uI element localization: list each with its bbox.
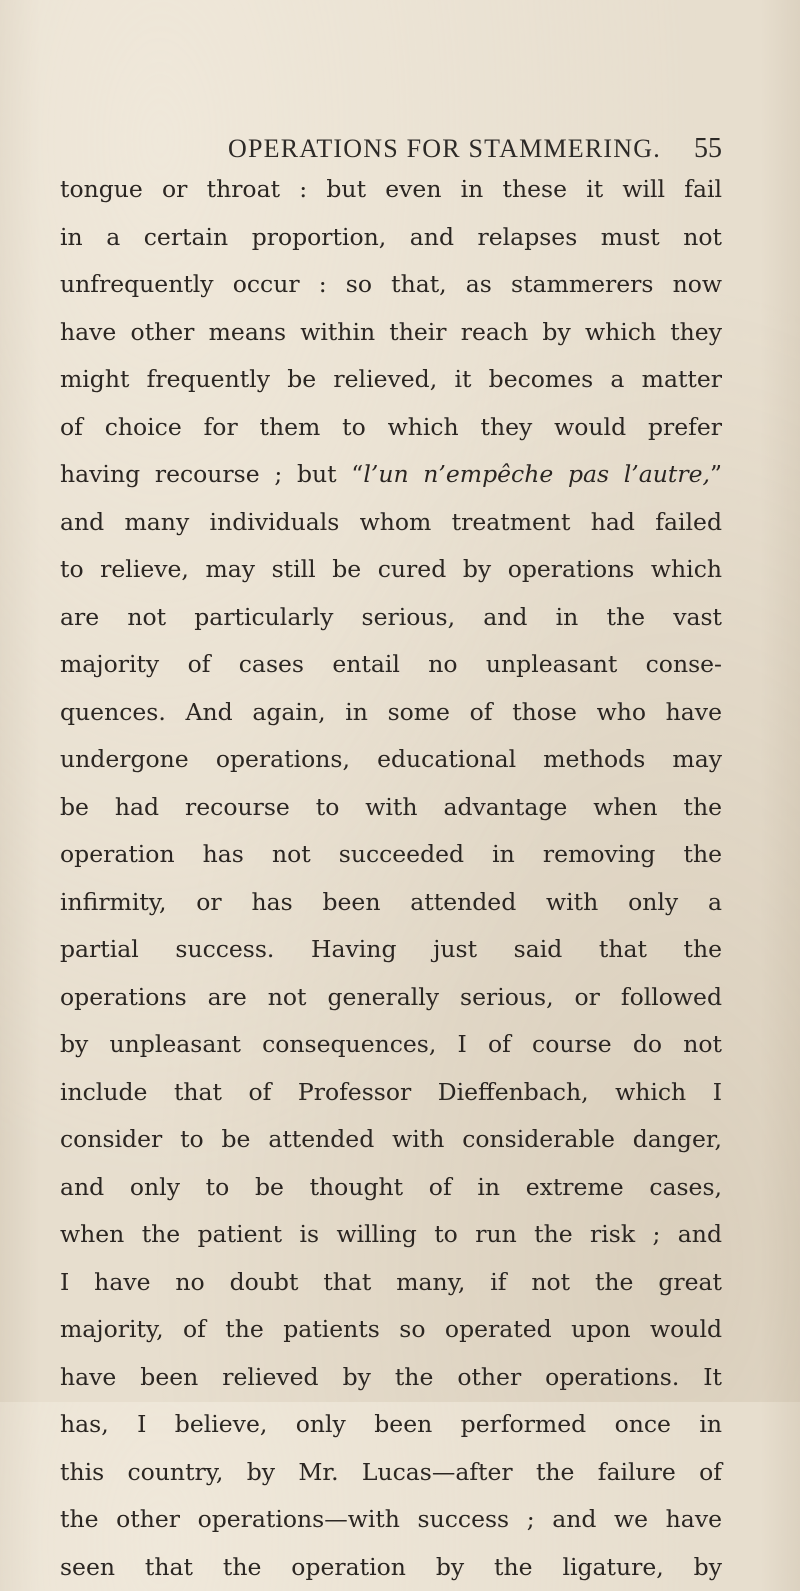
text-line: seen that the operation by the ligature, by <box>60 1544 722 1591</box>
text-line: operation has not succeeded in removing the <box>60 831 722 879</box>
text-line: in a certain proportion, and relapses must not <box>60 214 722 262</box>
text-line: be had recourse to with advantage when the <box>60 784 722 832</box>
text-line: operations are not generally serious, or followed <box>60 974 722 1022</box>
text-line: and many individuals whom treatment had failed <box>60 499 722 547</box>
text-line: partial success. Having just said that the <box>60 926 722 974</box>
text-line: when the patient is willing to run the risk ; and <box>60 1211 722 1259</box>
text-line: majority, of the patients so operated upon would <box>60 1306 722 1354</box>
text-line: the other operations—with success ; and we have <box>60 1496 722 1544</box>
text-line <box>60 451 722 499</box>
running-head <box>228 128 722 170</box>
running-head-title: OPERATIONS FOR STAMMERING. <box>228 134 661 164</box>
text-line: might frequently be relieved, it becomes a matter <box>60 356 722 404</box>
text-line: unfrequently occur : so that, as stammerers now <box>60 261 722 309</box>
text-line: majority of cases entail no unpleasant conse- <box>60 641 722 689</box>
text-line: have other means within their reach by which they <box>60 309 722 357</box>
text-line: I have no doubt that many, if not the great <box>60 1259 722 1307</box>
text-line: have been relieved by the other operations. It <box>60 1354 722 1402</box>
text-line: are not particularly serious, and in the vast <box>60 594 722 642</box>
french-quotation: l’un n’empêche pas l’autre, <box>363 460 710 488</box>
text-line: consider to be attended with considerable danger, <box>60 1116 722 1164</box>
text-line: has, I believe, only been performed once in <box>60 1401 722 1449</box>
text-line: infirmity, or has been attended with only a <box>60 879 722 927</box>
text-line: of choice for them to which they would prefer <box>60 404 722 452</box>
text-line-after: ” <box>710 460 722 488</box>
text-line: include that of Professor Dieffenbach, which I <box>60 1069 722 1117</box>
text-line: and only to be thought of in extreme cases, <box>60 1164 722 1212</box>
body-paragraph <box>60 166 722 1591</box>
text-line: tongue or throat : but even in these it will fail <box>60 166 722 214</box>
text-line: by unpleasant consequences, I of course do not <box>60 1021 722 1069</box>
text-line: to relieve, may still be cured by operations which <box>60 546 722 594</box>
text-line: this country, by Mr. Lucas—after the failure of <box>60 1449 722 1497</box>
text-line: quences. And again, in some of those who have <box>60 689 722 737</box>
text-line-before: having recourse ; but “ <box>60 460 363 488</box>
text-line: undergone operations, educational methods may <box>60 736 722 784</box>
page-number: 55 <box>694 133 722 165</box>
